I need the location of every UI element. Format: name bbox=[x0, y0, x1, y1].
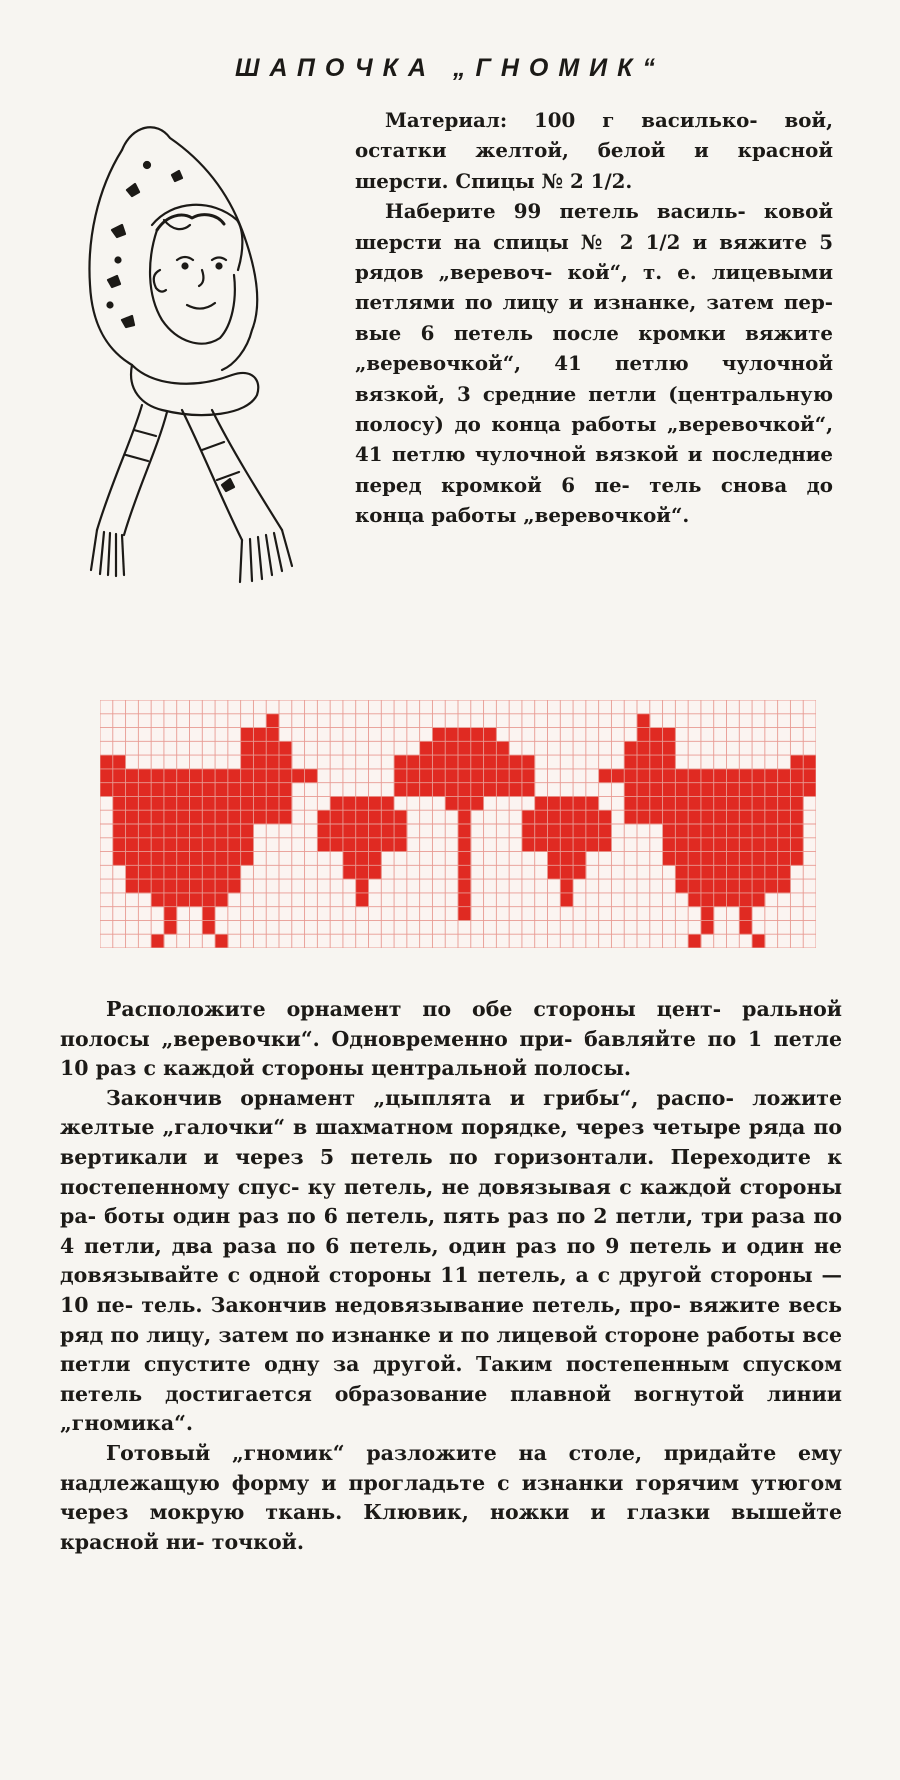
face-outline bbox=[150, 230, 235, 344]
scarf-fringe-right bbox=[240, 530, 292, 582]
paragraph: Наберите 99 петель василь- ковой шерсти на спицы № 2 1/2 и вяжите 5 рядов „веревоч- кой“, т. е. лицевыми петлями по лицу и изнанке, затем пер- вые 6 петель после кромки вяжите „веревочкой“, 41 петлю чулочной вязкой, 3 средние петли (центральную полосу) до конца работы „веревочкой“, 41 петлю чулочной вязкой и последние перед кромкой 6 пе- тель снова до конца работы „веревочкой“. bbox=[355, 199, 833, 528]
child-hat-illustration bbox=[52, 120, 327, 600]
paragraph: Закончив орнамент „цыплята и грибы“, распо- ложите желтые „галочки“ в шахматном порядке, через четыре ряда по вертикали и через 5 петель по горизонтали. Переходите к постепенному спус- ку петель, не довязывая с каждой стороны ра- боты один раз по 6 петель, пять раз по 2 петли, три раза по 4 петли, два раза по 6 петель, один раз по 9 петель и один не довязывайте с одной стороны 11 петель, а с другой стороны — 10 пе- тель. Закончив недовязывание петель, про- вяжите весь ряд по лицу, затем по изнанке и по лицевой стороне работы все петли спустите одну за другой. Таким постепенным спуском петель достигается образование плавной вогнутой линии „гномика“. bbox=[60, 1085, 842, 1436]
page-title: ШАПОЧКА „ГНОМИК“ bbox=[234, 54, 666, 82]
paragraph: Материал: 100 г василько- вой, остатки желтой, белой и красной шерсти. Спицы № 2 1/2. bbox=[355, 108, 833, 193]
materials-text bbox=[355, 105, 833, 531]
paragraph: Расположите орнамент по обе стороны цент- ральной полосы „веревочки“. Одновременно при- бавляйте по 1 петле 10 раз с каждой стороны центральной полосы. bbox=[60, 997, 842, 1081]
scarf-fringe-left bbox=[91, 530, 124, 576]
paragraph: Готовый „гномик“ разложите на столе, придайте ему надлежащую форму и прогладьте с изнанки горячим утюгом через мокрую ткань. Клювик, ножки и глазки вышейте красной ни- точкой. bbox=[60, 1440, 842, 1554]
hat-outline bbox=[122, 127, 257, 370]
knitting-pattern-chart bbox=[100, 700, 816, 948]
instructions-text bbox=[60, 995, 842, 1557]
scarf-outline bbox=[131, 365, 258, 415]
